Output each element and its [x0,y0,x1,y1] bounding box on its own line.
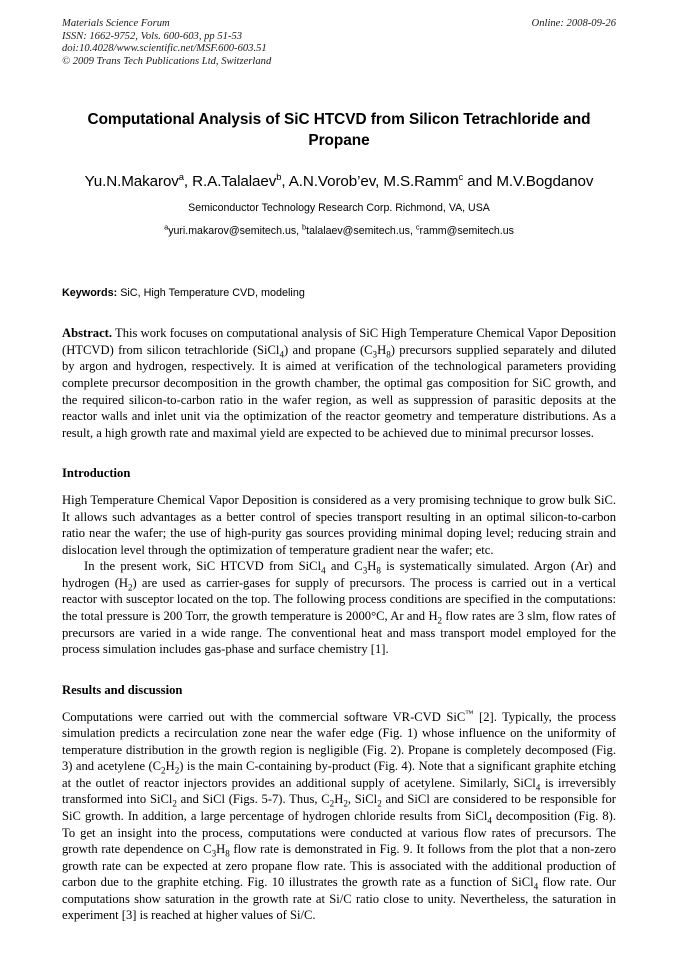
abstract-text-2: ) and propane (C [283,342,373,357]
abstract-text-3: H [377,342,387,357]
email-address-1[interactable]: yuri.makarov@semitech.us, [168,225,303,238]
author-name-5: and M.V.Bogdanov [463,173,594,191]
author-affiliation-marker-a: a [178,171,184,183]
paper-title: Computational Analysis of SiC HTCVD from Silicon Tetrachloride and Propane [87,111,591,149]
subscript-c2-acetylene: 2 [161,765,166,776]
results-text-5: is irreversibly transformed into SiCl [62,775,616,807]
intro-p2-text-5: ) are used as carrier-gases for supply of precursors. The process is carried out in a vertical reactor with susceptor located on the top. The following process conditions are specified in the computations: the total pressure is 200 Torr, the growth temperature is 2000°C, Ar and H [62,575,616,624]
subscript-h2-intro: 2 [128,582,133,593]
author-affiliation-marker-b: b [276,171,282,183]
abstract-text-4: ) precursors supplied separately and diluted by argon and hydrogen, respectively. It is aimed at verification of the technological parameters providing complete precursor decomposition in the growth chamber, the optimal gas composition for SiC growth, and the required silicon-to-carbon ratio in the wafer region, as well as suppression of parasitic deposits at the reactor walls and inlet unit via the optimization of the reactor geometry and temperature distributions. As a result, a high growth rate and maximal yield are expected to be achieved due to minimal precursor losses. [62,342,616,440]
section-heading-results: Results and discussion [62,682,183,697]
subscript-h2-acetylene: 2 [174,765,180,776]
intro-p2-text-1: In the present work, SiC HTCVD from SiCl [84,559,322,574]
email-marker-c: c [415,222,420,232]
results-text-4: ) is the main C-containing by-product (Fig. 4). Note that a significant graphite etching at the outlet of reactor injectors provides an additional supply of acetylene. Similarly, SiCl [62,759,616,790]
trademark-icon: ™ [465,708,474,718]
online-publication-date: Online: 2008-09-26 [531,18,616,29]
subscript-sicl2-results-2: 2 [377,798,382,809]
subscript-h2-flow-intro: 2 [437,615,443,626]
masthead-left-block [62,18,482,68]
author-list [62,172,616,191]
subscript-h2-results: 2 [343,798,348,809]
keywords-line [62,286,616,300]
email-marker-a: a [164,222,169,232]
author-separator-1: , [183,173,193,191]
results-text-11: H [216,842,226,857]
results-paragraph-1 [62,709,616,924]
results-text-9: and SiCl are considered to be responsible for SiC growth. In addition, a large percentage of hydrogen chloride results from SiCl [62,792,616,823]
results-text-6: and SiCl (Figs. 5-7). Thus, C [176,792,330,807]
journal-name: Materials Science Forum [62,18,170,29]
intro-p2-text-6: flow rates are 3 slm, flow rates of precursors are varied in a wide range. The conventional heat and mass transport model employed for the process simulation includes gas-phase and surface chemistry [1]. [62,609,616,657]
affiliation-line: Semiconductor Technology Research Corp. Richmond, VA, USA [188,202,490,215]
subscript-h8-results: 8 [225,848,230,859]
subscript-sicl2-results-1: 2 [172,798,177,809]
copyright-line: © 2009 Trans Tech Publications Ltd, Switzerland [62,55,272,67]
abstract-label: Abstract. [62,326,113,341]
email-marker-b: b [302,222,307,232]
intro-p2-text-3: H [367,559,377,574]
subscript-sicl4-results-2: 4 [487,815,492,826]
abstract-text-1: This work focuses on computational analysis of SiC High Temperature Chemical Vapor Deposition (HTCVD) from silicon tetrachloride (SiCl [62,326,616,357]
author-emails [62,224,616,238]
intro-p2-text-4: is systematically simulated. Argon (Ar) and hydrogen (H [62,559,616,590]
subscript-c3-results: 3 [211,848,217,859]
subscript-c3-abstract: 3 [372,349,378,360]
email-address-3[interactable]: ramm@semitech.us [419,225,514,238]
keywords-value: SiC, High Temperature CVD, modeling [117,287,305,300]
subscript-h8-intro: 8 [376,565,381,576]
introduction-paragraph-1: High Temperature Chemical Vapor Deposition is considered as a very promising technique to grow bulk SiC. It allows such advantages as a better control of species transport resulting in an optimal silicon-to-carbon ratio near the wafer; the use of high-purity gas sources providing minimal doping level; reducing strain and dislocation level through the optimization of temperature gradient near the wafer; etc. [62,493,616,557]
results-text-8: , SiCl [347,792,378,807]
section-heading-introduction: Introduction [62,466,131,481]
subscript-h8-abstract: 8 [386,349,391,360]
doi-line: doi:10.4028/www.scientific.net/MSF.600-603.51 [62,43,267,55]
author-separator-2: , [281,173,289,191]
author-name-1: Yu.N.Makarov [84,173,179,191]
results-text-3: H [165,759,175,774]
intro-p2-text-2: and C [325,559,363,574]
subscript-c3-intro: 3 [362,565,368,576]
keywords-label: Keywords: [62,287,118,300]
subscript-sicl4-results-1: 4 [535,782,541,793]
results-text-13: flow rate. Our computations show saturation in the growth rate at Si/C ratio close to unity. Nevertheless, the saturation in experiment [3] is reached at higher values of Si/C. [62,875,616,923]
results-text-1: Computations were carried out with the commercial software VR-CVD SiC [62,709,466,724]
results-text-12: flow rate is demonstrated in Fig. 9. It follows from the plot that a non-zero growth rate can be expected at zero propane flow rate. This is associated with the additional production of carbon due to the graphite etching. Fig. 10 illustrates the growth rate as a function of SiCl [62,842,616,890]
results-text-2: [2]. Typically, the process simulation predicts a recirculation zone near the wafer edge (Fig. 1) whose influence on the uniformity of temperature distribution in the growth region is negligible (Fig. 2). Propane is completely decomposed (Fig. 3) and acetylene (C [62,709,616,774]
issn-volume-pages: ISSN: 1662-9752, Vols. 600-603, pp 51-53 [62,30,243,42]
author-name-2: R.A.Talalaev [192,173,277,191]
author-name-3-and-4: A.N.Vorob’ev, M.S.Ramm [288,173,459,191]
introduction-paragraph-2 [62,558,616,657]
abstract-paragraph [62,325,616,441]
email-address-2[interactable]: talalaev@semitech.us, [306,225,416,238]
journal-masthead [62,18,616,68]
subscript-c2-results: 2 [329,798,335,809]
subscript-sicl4-abstract: 4 [279,349,284,360]
results-text-10: decomposition (Fig. 8). To get an insight into the process, computations were conducted at various flow rates of precursors. The growth rate dependence on C [62,808,616,857]
subscript-sicl4-results-3: 4 [533,881,539,892]
subscript-sicl4-intro: 4 [321,565,326,576]
author-affiliation-marker-c: c [458,171,464,183]
results-text-7: H [334,792,344,807]
